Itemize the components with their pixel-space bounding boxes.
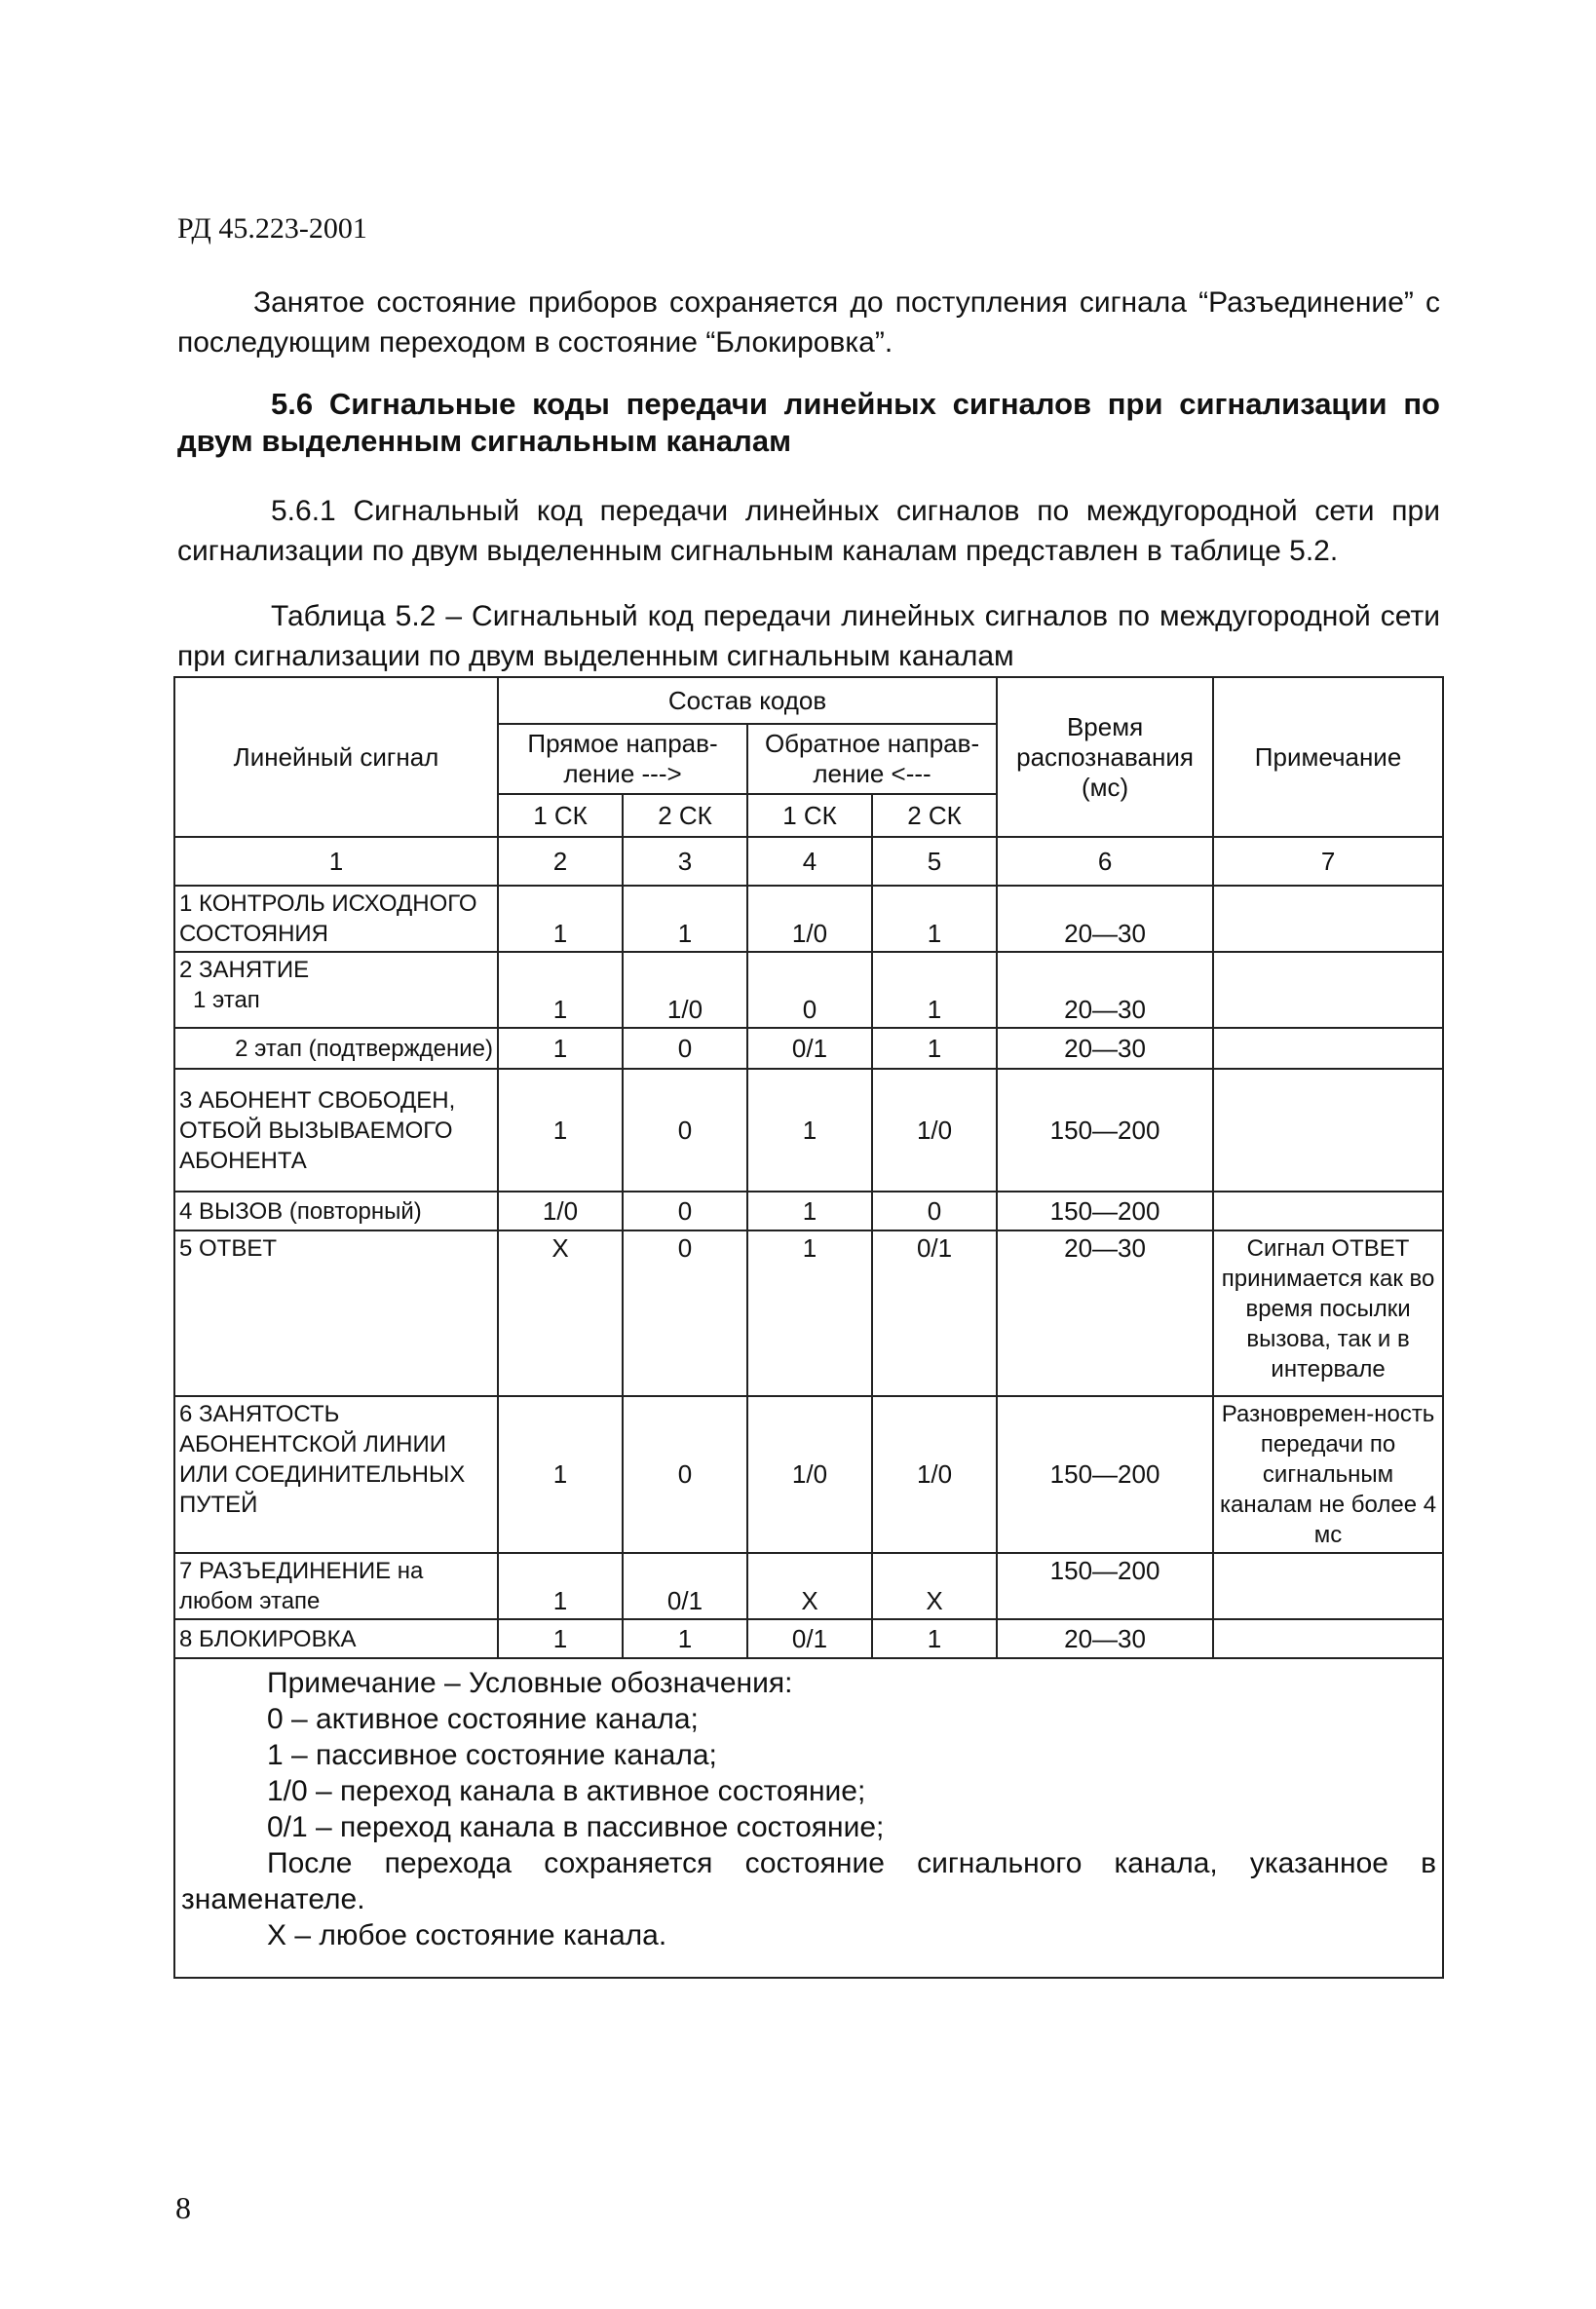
recognition-time: 20—30 (997, 1230, 1213, 1396)
header-backward-direction: Обратное направ-ление <--- (747, 724, 997, 794)
header-code-composition: Состав кодов (498, 677, 997, 724)
notes-row (174, 1658, 1443, 1978)
cell-value: 1 (498, 1069, 623, 1192)
table-row (174, 1230, 1443, 1396)
cell-value: 1 (747, 1230, 872, 1396)
notes-line: 1/0 – переход канала в активное состояние; (267, 1775, 866, 1807)
notes-line: 0 – активное состояние канала; (267, 1703, 699, 1735)
header-recognition-time: Время распознавания (мс) (997, 677, 1213, 837)
notes-line: знаменателе. (181, 1883, 365, 1915)
cell-value: 1/0 (623, 952, 747, 1028)
recognition-time: 150—200 (997, 1192, 1213, 1230)
cell-value: 1 (498, 1553, 623, 1619)
cell-value: 0/1 (623, 1553, 747, 1619)
column-number: 4 (747, 837, 872, 886)
notes-line: 0/1 – переход канала в пассивное состояние; (267, 1811, 885, 1843)
signal-name: 6 ЗАНЯТОСТЬ АБОНЕНТСКОЙ ЛИНИИ ИЛИ СОЕДИНИТЕЛЬНЫХ ПУТЕЙ (174, 1396, 498, 1553)
table-row (174, 886, 1443, 952)
signal-stage: 1 этап (193, 987, 260, 1013)
table-row (174, 1553, 1443, 1619)
notes-line: X – любое состояние канала. (267, 1919, 667, 1951)
cell-value: 0 (872, 1192, 997, 1230)
recognition-time: 150—200 (997, 1069, 1213, 1192)
table-row (174, 1192, 1443, 1230)
note-cell (1213, 886, 1443, 952)
column-number: 6 (997, 837, 1213, 886)
cell-value: 0 (623, 1028, 747, 1069)
note-cell (1213, 1553, 1443, 1619)
table-caption: Таблица 5.2 – Сигнальный код передачи линейных сигналов по междугородной сети при сигнализации по двум выделенным сигнальным каналам (177, 600, 1440, 672)
table-row (174, 1069, 1443, 1192)
table-row (174, 1396, 1443, 1553)
document-number: РД 45.223-2001 (177, 212, 367, 245)
cell-value: 0/1 (747, 1619, 872, 1658)
cell-value: 1 (498, 886, 623, 952)
recognition-time: 20—30 (997, 886, 1213, 952)
recognition-time: 20—30 (997, 952, 1213, 1028)
note-cell (1213, 1069, 1443, 1192)
signal-code-table (173, 676, 1444, 1979)
header-linear-signal: Линейный сигнал (174, 677, 498, 837)
note-cell (1213, 952, 1443, 1028)
paragraph-5-6-1: 5.6.1 Сигнальный код передачи линейных сигналов по междугородной сети при сигнализации по двум выделенным сигнальным каналам представлен в таблице 5.2. (177, 495, 1440, 567)
cell-value: 1 (498, 1619, 623, 1658)
cell-value: X (498, 1230, 623, 1396)
header-backward-2ck: 2 СК (872, 794, 997, 837)
cell-value: 1 (498, 1028, 623, 1069)
note-cell: Разновремен-ность передачи по сигнальным каналам не более 4 мс (1213, 1396, 1443, 1553)
cell-value: 1 (747, 1192, 872, 1230)
signal-name: 4 ВЫЗОВ (повторный) (174, 1192, 498, 1230)
cell-value: 1 (498, 952, 623, 1028)
recognition-time: 150—200 (997, 1553, 1213, 1619)
note-cell (1213, 1619, 1443, 1658)
cell-value: 0/1 (872, 1230, 997, 1396)
signal-name: 3 АБОНЕНТ СВОБОДЕН, ОТБОЙ ВЫЗЫВАЕМОГО АБОНЕНТА (174, 1069, 498, 1192)
cell-value: 1 (872, 1619, 997, 1658)
notes-title: Примечание – Условные обозначения: (267, 1667, 793, 1699)
signal-group-title: 2 ЗАНЯТИЕ (179, 957, 310, 983)
note-cell: Сигнал ОТВЕТ принимается как во время посылки вызова, так и в интервале (1213, 1230, 1443, 1396)
header-forward-2ck: 2 СК (623, 794, 747, 837)
column-number: 3 (623, 837, 747, 886)
recognition-time: 150—200 (997, 1396, 1213, 1553)
column-number: 7 (1213, 837, 1443, 886)
cell-value: 0 (623, 1192, 747, 1230)
cell-value: 1 (872, 952, 997, 1028)
header-backward-1ck: 1 СК (747, 794, 872, 837)
page-number: 8 (175, 2190, 191, 2225)
cell-value: 1 (623, 1619, 747, 1658)
header-forward-1ck: 1 СК (498, 794, 623, 837)
column-number: 5 (872, 837, 997, 886)
paragraph-busy-state: Занятое состояние приборов сохраняется до поступления сигнала “Разъединение” с последующим переходом в состояние “Блокировка”. (177, 286, 1440, 359)
cell-value: 0 (623, 1396, 747, 1553)
column-number-row (174, 837, 1443, 886)
cell-value: 1 (747, 1069, 872, 1192)
signal-name: 5 ОТВЕТ (174, 1230, 498, 1396)
cell-value: 1 (623, 886, 747, 952)
header-note: Примечание (1213, 677, 1443, 837)
cell-value: 0 (623, 1230, 747, 1396)
header-forward-direction: Прямое направ-ление ---> (498, 724, 747, 794)
cell-value: 0 (747, 952, 872, 1028)
signal-stage: 2 этап (подтверждение) (174, 1028, 498, 1069)
cell-value: 1 (872, 886, 997, 952)
cell-value: 1/0 (498, 1192, 623, 1230)
cell-value: 1/0 (747, 1396, 872, 1553)
signal-name: 8 БЛОКИРОВКА (174, 1619, 498, 1658)
notes-line: После перехода сохраняется состояние сигнального канала, указанное в (267, 1847, 1437, 1879)
cell-value: X (872, 1553, 997, 1619)
note-cell (1213, 1192, 1443, 1230)
signal-name (174, 952, 498, 1028)
cell-value: 1/0 (872, 1069, 997, 1192)
notes-line: 1 – пассивное состояние канала; (267, 1739, 717, 1771)
recognition-time: 20—30 (997, 1619, 1213, 1658)
cell-value: 1/0 (872, 1396, 997, 1553)
cell-value: 0 (623, 1069, 747, 1192)
column-number: 2 (498, 837, 623, 886)
legend-notes (174, 1658, 1443, 1978)
signal-name: 7 РАЗЪЕДИНЕНИЕ на любом этапе (174, 1553, 498, 1619)
signal-name: 1 КОНТРОЛЬ ИСХОДНОГО СОСТОЯНИЯ (174, 886, 498, 952)
section-heading: 5.6 Сигнальные коды передачи линейных сигналов при сигнализации по двум выделенным сигнальным каналам (177, 387, 1440, 458)
table-row (174, 1028, 1443, 1069)
cell-value: 1 (498, 1396, 623, 1553)
cell-value: 1/0 (747, 886, 872, 952)
cell-value: 0/1 (747, 1028, 872, 1069)
recognition-time: 20—30 (997, 1028, 1213, 1069)
column-number: 1 (174, 837, 498, 886)
table-row (174, 952, 1443, 1028)
table-row (174, 1619, 1443, 1658)
note-cell (1213, 1028, 1443, 1069)
cell-value: 1 (872, 1028, 997, 1069)
cell-value: X (747, 1553, 872, 1619)
